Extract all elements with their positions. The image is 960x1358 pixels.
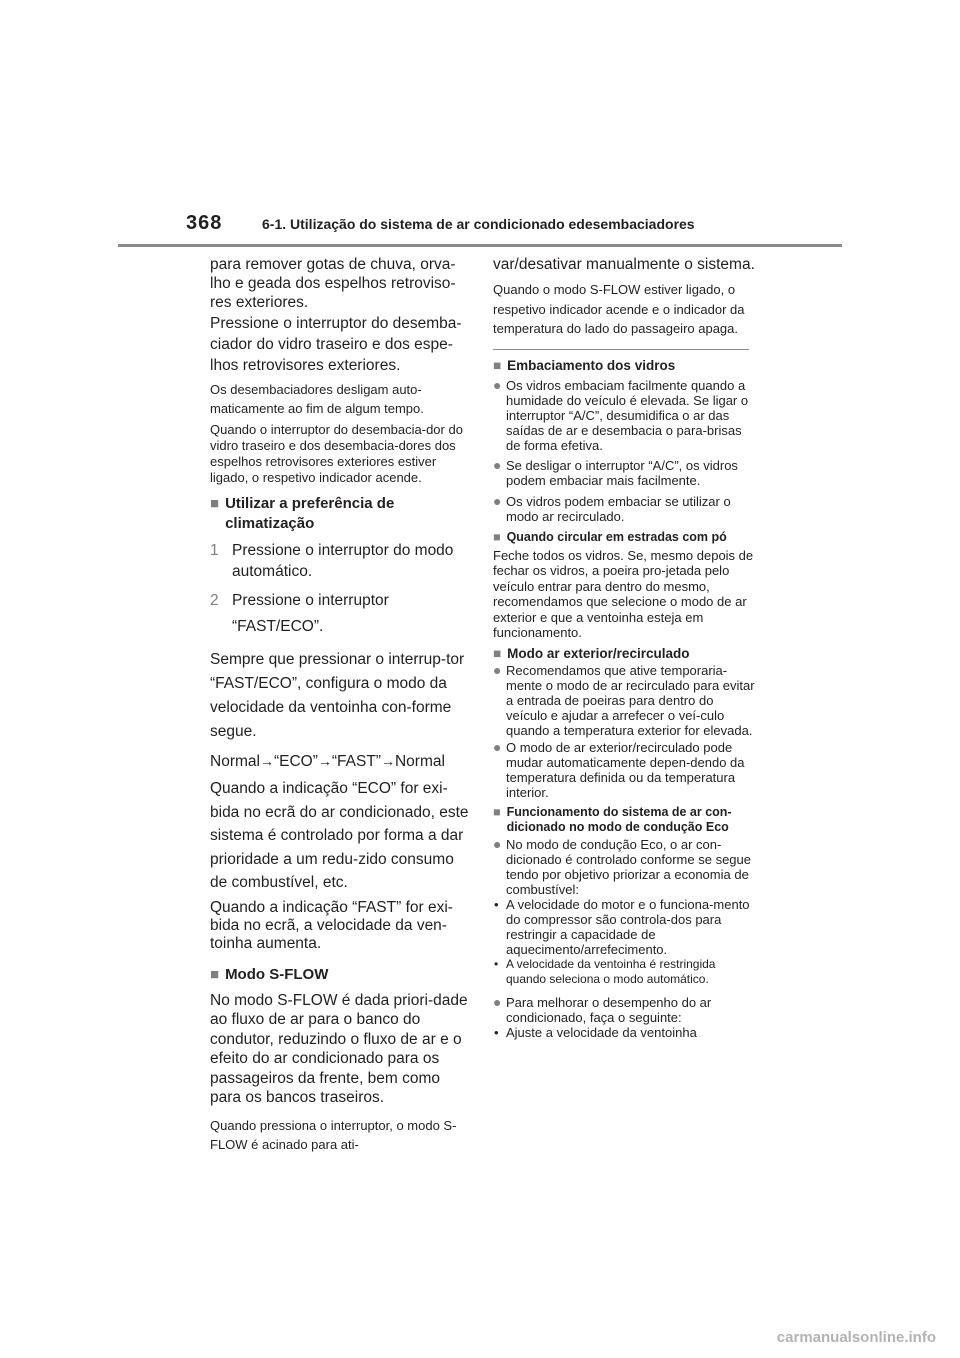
sub-list-item-text: A velocidade do motor e o funciona-mento do compressor são controla-dos para restringir a capacidade de aquecimento/arrefecimento. — [506, 896, 750, 957]
sflow-indicator-note: Quando o modo S-FLOW estiver ligado, o respetivo indicador acende e o indicador da temperatura do lado do passageiro apaga. — [493, 282, 745, 336]
section-heading-text: Quando circular em estradas com pó — [506, 529, 727, 544]
circle-bullet-icon: ● — [493, 492, 502, 509]
list-item-text: O modo de ar exterior/recirculado pode mudar automaticamente depen-dendo da temperatura definida ou da temperatura interior. — [506, 739, 745, 800]
section-heading-text: Utilizar a preferência de climatização — [225, 495, 395, 532]
chapter-title: 6-1. Utilização do sistema de ar condicionado edesembaciadores — [262, 216, 695, 232]
circle-bullet-icon: ● — [493, 835, 502, 852]
header-divider — [118, 244, 842, 247]
eco-paragraph: Quando a indicação “ECO” for exi-bida no ecrã do ar condicionado, este sistema é controlado por forma a dar prioridade a um redu-zido consumo de combustível, etc. — [210, 780, 469, 891]
list-item-text: Os vidros podem embaciar se utilizar o modo ar recirculado. — [506, 493, 731, 524]
list-item — [493, 494, 757, 524]
circle-bullet-icon: ● — [493, 376, 502, 393]
circle-bullet-icon: ● — [493, 456, 502, 473]
step-number: 1 — [210, 542, 219, 559]
square-bullet-icon: ■ — [493, 645, 502, 661]
step-text: Pressione o interruptor “FAST/ECO”. — [232, 592, 389, 635]
note-auto-off: Os desembaciadores desligam auto-maticamente ao fim de algum tempo. — [210, 382, 424, 416]
section-heading-text: Funcionamento do sistema de ar con-dicionado no modo de condução Eco — [506, 804, 732, 834]
sflow-note: Quando pressiona o interruptor, o modo S-FLOW é acinado para ati- — [210, 1117, 457, 1152]
watermark: carmanualsonline.info — [776, 1329, 936, 1346]
circle-bullet-icon: ● — [493, 661, 502, 678]
sub-list-item — [493, 897, 757, 957]
step-text: Pressione o interruptor do modo automático. — [232, 542, 454, 580]
section-divider — [493, 349, 749, 350]
list-item-text: Se desligar o interruptor “A/C”, os vidros podem embaciar mais facilmente. — [506, 457, 738, 488]
dot-bullet-icon: • — [494, 896, 499, 912]
step-number: 2 — [210, 592, 219, 609]
dot-bullet-icon: • — [494, 1024, 499, 1040]
fast-eco-paragraph: Sempre que pressionar o interrup-tor “FAST/ECO”, configura o modo da velocidade da ventoinha con-forme segue. — [210, 651, 465, 740]
list-item — [493, 740, 757, 800]
list-item — [493, 663, 757, 738]
right-column — [493, 255, 757, 1040]
list-item — [493, 458, 757, 488]
sflow-continuation: var/desativar manualmente o sistema. — [493, 256, 755, 273]
sequence-normal: Normal — [210, 753, 260, 770]
dust-paragraph: Feche todos os vidros. Se, mesmo depois de fechar os vidros, a poeira pro-jetada pelo veículo entrar para dentro do mesmo, recomendamos que selecione o modo de ar exterior e que a ventoinha esteja em funcionamento. — [493, 547, 754, 640]
section-heading-climate — [210, 494, 472, 534]
list-item-text: Os vidros embaciam facilmente quando a humidade do veículo é elevada. Se ligar o interruptor “A/C”, desumidifica o ar das saídas de ar e desembacia o para-brisas de forma efetiva. — [506, 377, 749, 453]
circle-bullet-icon: ● — [493, 738, 502, 755]
left-column — [210, 255, 472, 1154]
section-heading-text: Modo S-FLOW — [225, 965, 329, 983]
defroster-instruction: Pressione o interruptor do desemba-ciador do vidro traseiro e dos espe-lhos retrovisores exteriores. — [210, 315, 462, 374]
arrow-right-icon: → — [380, 753, 395, 769]
square-bullet-icon: ■ — [493, 804, 501, 819]
square-bullet-icon: ■ — [493, 529, 501, 544]
list-item-text: Para melhorar o desempenho do ar condicionado, faça o seguinte: — [506, 994, 712, 1025]
section-heading-eco-drive — [493, 805, 757, 835]
arrow-right-icon: → — [317, 753, 332, 769]
sub-list-item-text: A velocidade da ventoinha é restringida quando seleciona o modo automático. — [506, 956, 716, 986]
fast-paragraph: Quando a indicação “FAST” for exi-bida no ecrã, a velocidade da ven-toinha aumenta. — [210, 898, 453, 952]
square-bullet-icon: ■ — [493, 357, 502, 373]
section-heading-recirc — [493, 646, 757, 662]
sequence-normal-end: Normal — [394, 753, 445, 770]
step-1 — [210, 540, 472, 582]
section-heading-fogging — [493, 358, 757, 374]
list-item — [493, 378, 757, 453]
list-item-text: Recomendamos que ative temporaria-mente o modo de ar recirculado para evitar a entrada de poeiras para dentro do veículo e ajudar a arrefecer o veí-culo quando a temperatura exterior for elevada. — [506, 662, 755, 738]
dot-bullet-icon: • — [494, 956, 499, 971]
list-item — [493, 837, 757, 897]
intro-paragraph: para remover gotas de chuva, orva-lho e geada dos espelhos retroviso-res exteriores. — [210, 256, 456, 311]
section-heading-sflow — [210, 965, 472, 985]
section-heading-text: Embaciamento dos vidros — [507, 357, 676, 373]
sequence-eco: “ECO” — [273, 753, 318, 770]
sequence-fast: “FAST” — [331, 753, 381, 770]
sflow-paragraph: No modo S-FLOW é dada priori-dade ao fluxo de ar para o banco do condutor, reduzindo o fluxo de ar e o efeito do ar condicionado para os passageiros da frente, bem como para os bancos traseiros. — [210, 991, 468, 1106]
page-number: 368 — [186, 212, 223, 234]
square-bullet-icon: ■ — [210, 965, 220, 983]
page-header — [118, 212, 842, 246]
list-item-text: No modo de condução Eco, o ar con-dicionado é controlado conforme se segue tendo por objetivo priorizar a economia de combustível: — [506, 836, 751, 897]
square-bullet-icon: ■ — [210, 495, 220, 512]
note-indicator: Quando o interruptor do desembacia-dor do vidro traseiro e dos desembacia-dores dos espelhos retrovisores exteriores estiver ligado, o respetivo indicador acende. — [210, 422, 463, 485]
arrow-right-icon: → — [259, 753, 274, 769]
section-heading-dust — [493, 529, 757, 545]
sub-list-item-text: Ajuste a velocidade da ventoinha — [506, 1024, 697, 1040]
mode-sequence — [210, 750, 472, 773]
sub-list-item — [493, 1025, 757, 1040]
sub-list-item — [493, 957, 757, 987]
list-item — [493, 995, 757, 1025]
step-2 — [210, 588, 472, 640]
circle-bullet-icon: ● — [493, 993, 502, 1010]
section-heading-text: Modo ar exterior/recirculado — [507, 645, 690, 661]
